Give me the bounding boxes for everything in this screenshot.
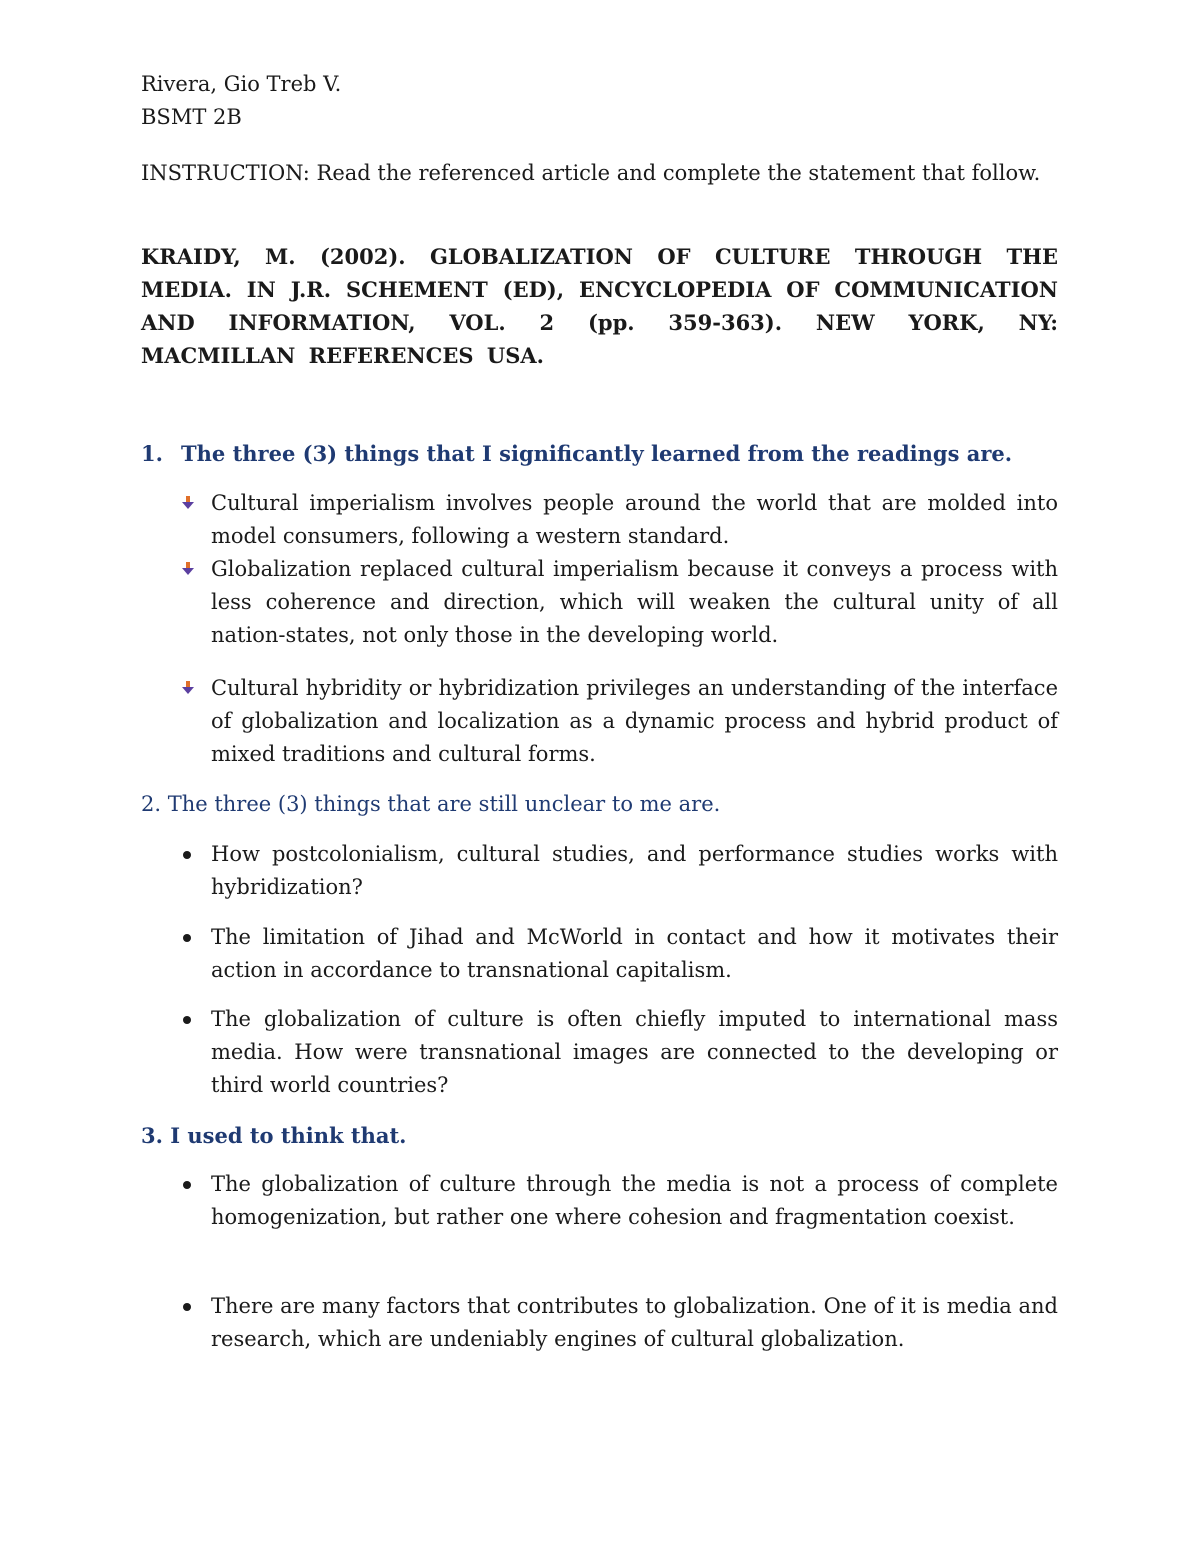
unclear-item-1 [211,838,1058,904]
learned-item-2 [211,553,1058,652]
learned-item-3 [211,672,1058,771]
round-bullet-icon [179,921,199,954]
used-to-think-item-text: There are many factors that contributes to globalization. One of it is media and research, which are undeniably engines of cultural globalization. [211,1294,1058,1351]
section-1-number: 1. [141,441,163,466]
round-bullet-icon [179,838,199,871]
round-bullet-icon [179,1003,199,1036]
unclear-item-text: The globalization of culture is often chiefly imputed to international mass media. How were transnational images are connected to the developing or third world countries? [211,1007,1058,1097]
section-1-heading-text: The three (3) things that I significantly learned from the readings are. [181,441,1013,466]
round-bullet-icon [179,1168,199,1201]
used-to-think-item-1 [211,1168,1058,1234]
round-bullet-icon [179,1290,199,1323]
section-2-heading: 2. The three (3) things that are still unclear to me are. [141,792,721,816]
student-section: BSMT 2B [141,105,242,129]
unclear-item-3 [211,1003,1058,1102]
arrow-down-bullet-icon [179,553,199,586]
learned-item-text: Cultural imperialism involves people around the world that are molded into model consumers, following a western standard. [211,491,1058,548]
section-3-heading: 3. I used to think that. [141,1123,407,1148]
learned-item-text: Cultural hybridity or hybridization privileges an understanding of the interface of globalization and localization as a dynamic process and hybrid product of mixed traditions and cultural forms. [211,676,1058,766]
instruction-text: INSTRUCTION: Read the referenced article and complete the statement that follow. [141,161,1041,185]
learned-item-text: Globalization replaced cultural imperialism because it conveys a process with less coherence and direction, which will weaken the cultural unity of all nation-states, not only those in the developing world. [211,557,1058,647]
reference-citation: KRAIDY, M. (2002). GLOBALIZATION OF CULTURE THROUGH THE MEDIA. IN J.R. SCHEMENT (ED), ENCYCLOPEDIA OF COMMUNICATION AND INFORMATION, VOL. 2 (pp. 359-363). NEW YORK, NY: MACMILLAN REFERENCES USA. [141,244,1058,368]
arrow-down-bullet-icon [179,672,199,705]
unclear-item-text: The limitation of Jihad and McWorld in contact and how it motivates their action in accordance to transnational capitalism. [211,925,1058,982]
used-to-think-item-text: The globalization of culture through the media is not a process of complete homogenization, but rather one where cohesion and fragmentation coexist. [211,1172,1058,1229]
learned-item-1 [211,487,1058,553]
used-to-think-item-2 [211,1290,1058,1356]
student-name: Rivera, Gio Treb V. [141,72,342,96]
section-1-heading [141,437,1012,470]
arrow-down-bullet-icon [179,487,199,520]
unclear-item-2 [211,921,1058,987]
unclear-item-text: How postcolonialism, cultural studies, and performance studies works with hybridization? [211,842,1058,899]
